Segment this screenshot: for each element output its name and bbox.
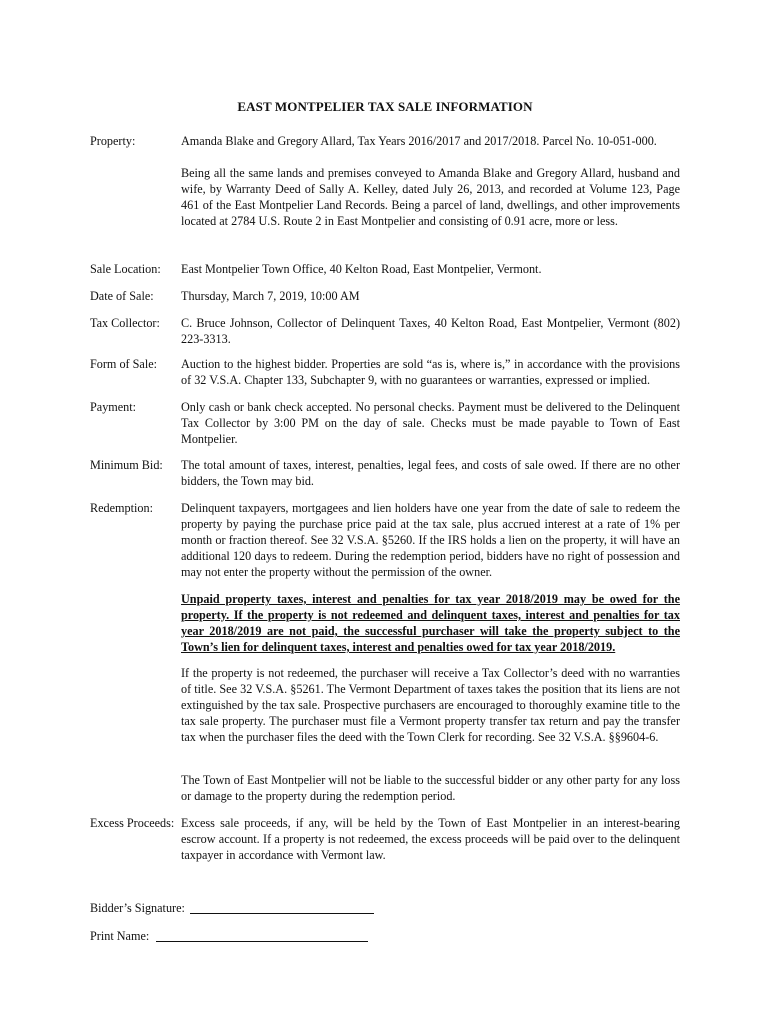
- minimum-bid-text: The total amount of taxes, interest, penalties, legal fees, and costs of sale owed. If there are no other bidders, the Town may bid.: [181, 458, 680, 488]
- page-title: EAST MONTPELIER TAX SALE INFORMATION: [237, 99, 533, 114]
- sale-location-text: East Montpelier Town Office, 40 Kelton Road, East Montpelier, Vermont.: [181, 262, 542, 276]
- minimum-bid-label: Minimum Bid:: [90, 458, 163, 472]
- payment-label: Payment:: [90, 400, 137, 414]
- redemption-label: Redemption:: [90, 501, 153, 515]
- sale-location-label: Sale Location:: [90, 262, 161, 276]
- redemption-liability: The Town of East Montpelier will not be liable to the successful bidder or any other party for any loss or damage to the property during the redemption period.: [181, 773, 680, 803]
- tax-collector-text: C. Bruce Johnson, Collector of Delinquent Taxes, 40 Kelton Road, East Montpelier, Vermont (802) 223-3313.: [181, 316, 680, 346]
- property-description: Being all the same lands and premises conveyed to Amanda Blake and Gregory Allard, husband and wife, by Warranty Deed of Sally A. Kelley, dated July 26, 2013, and recorded at Volume 123, Page 461 of the East Montpelier Land Records. Being a parcel of land, dwellings, and other improvements located at 2784 U.S. Route 2 in East Montpelier and consisting of 0.91 acre, more or less.: [181, 166, 680, 228]
- redemption-warning: Unpaid property taxes, interest and penalties for tax year 2018/2019 may be owed for the property. If the property is not redeemed and delinquent taxes, interest and penalties for tax year 2018/2019 are not paid, the successful purchaser will take the property subject to the Town’s lien for delinquent taxes, interest and penalties owed for tax year 2018/2019.: [181, 592, 680, 654]
- print-name-line[interactable]: [156, 941, 368, 942]
- redemption-text: Delinquent taxpayers, mortgagees and lien holders have one year from the date of sale to redeem the property by paying the purchase price paid at the tax sale, plus accrued interest at a rate of 1% per month or fraction thereof. See 32 V.S.A. §5260. If the IRS holds a lien on the property, it will have an additional 120 days to redeem. During the redemption period, bidders have no right of possession and may not enter the property without the permission of the owner.: [181, 501, 680, 579]
- payment-text: Only cash or bank check accepted. No personal checks. Payment must be delivered to the Delinquent Tax Collector by 3:00 PM on the day of sale. Checks must be made payable to Town of East Montpelier.: [181, 400, 680, 446]
- print-name-label: Print Name:: [90, 929, 150, 943]
- property-line: Amanda Blake and Gregory Allard, Tax Years 2016/2017 and 2017/2018. Parcel No. 10-051-000.: [181, 134, 657, 148]
- bidder-signature-label: Bidder’s Signature:: [90, 901, 185, 915]
- excess-proceeds-text: Excess sale proceeds, if any, will be held by the Town of East Montpelier in an interest-bearing escrow account. If a property is not redeemed, the excess proceeds will be paid over to the delinquent taxpayer in accordance with Vermont law.: [181, 816, 680, 862]
- date-of-sale-text: Thursday, March 7, 2019, 10:00 AM: [181, 289, 360, 303]
- property-label: Property:: [90, 134, 136, 148]
- date-of-sale-label: Date of Sale:: [90, 289, 154, 303]
- form-of-sale-label: Form of Sale:: [90, 357, 158, 371]
- tax-collector-label: Tax Collector:: [90, 316, 160, 330]
- bidder-signature-line[interactable]: [190, 913, 374, 914]
- redemption-not-redeemed: If the property is not redeemed, the purchaser will receive a Tax Collector’s deed with no warranties of title. See 32 V.S.A. §5261. The Vermont Department of taxes takes the position that its liens are not extinguished by the tax sale. Prospective purchasers are encouraged to thoroughly examine title to the tax sale property. The purchaser must file a Vermont property transfer tax return and pay the transfer tax when the purchaser files the deed with the Town Clerk for recording. See 32 V.S.A. §§9604-6.: [181, 666, 680, 744]
- form-of-sale-text: Auction to the highest bidder. Properties are sold “as is, where is,” in accordance with the provisions of 32 V.S.A. Chapter 133, Subchapter 9, with no guarantees or warranties, expressed or implied.: [181, 357, 680, 387]
- excess-proceeds-label: Excess Proceeds:: [90, 816, 175, 830]
